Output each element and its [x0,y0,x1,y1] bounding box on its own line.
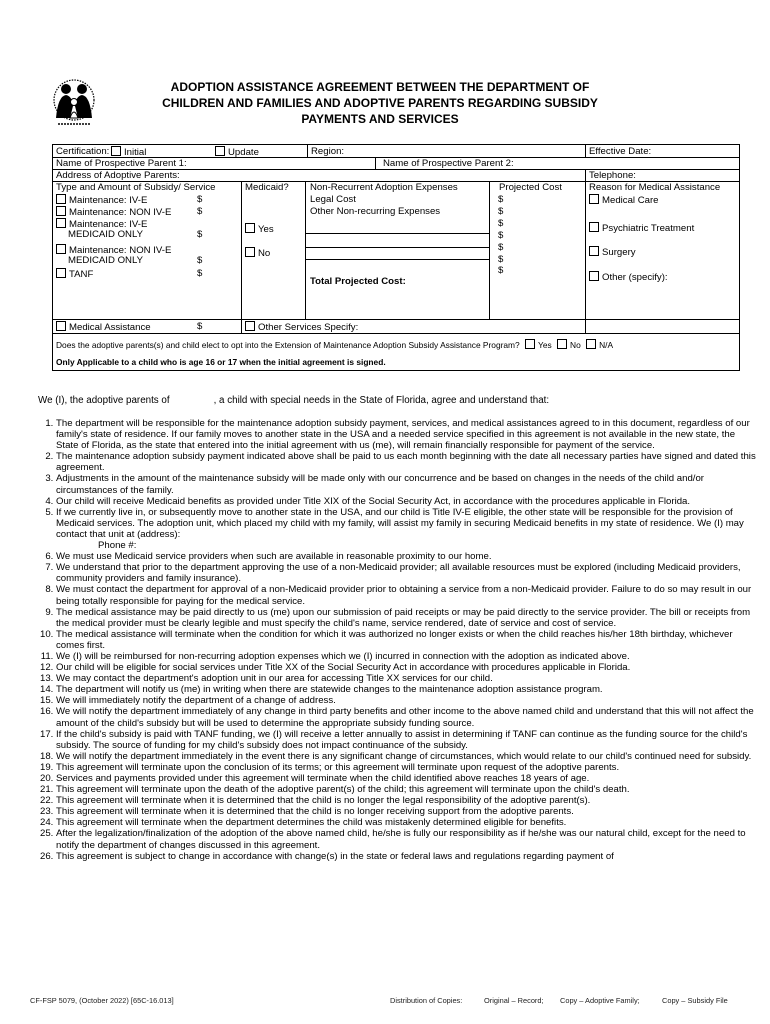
projected-cost-6[interactable]: $ [498,254,504,265]
medicaid-no-option[interactable] [245,247,270,259]
term-item: 11. We (I) will be reimbursed for non-recurring adoption expenses which we (I) incurred in connection with the adoption as indicated above. [56,651,760,662]
agreement-intro [38,395,549,406]
col-divider [585,181,586,333]
opt-no-checkbox[interactable] [557,339,567,349]
certification-initial-option[interactable] [111,146,146,158]
col-header-reason: Reason for Medical Assistance [589,182,721,193]
copy-original: Original – Record; [484,996,544,1005]
term-item: 7. We understand that prior to the department approving the use of a non-Medicaid provider; all available resources must be explored (including Medicaid providers, community providers and family insurance). [56,562,760,584]
parent2-name-field[interactable]: Name of Prospective Parent 2: [383,158,514,169]
copy-family: Copy – Adoptive Family; [560,996,640,1005]
reason-label: Surgery [602,247,636,258]
col-divider [241,181,242,333]
projected-cost-total[interactable]: $ [498,265,504,276]
subsidy-checkbox[interactable] [56,268,66,278]
term-item: 22. This agreement will terminate when it is determined that the child is no longer the legal responsibility of the adoptive parent(s). [56,795,760,806]
projected-cost-5[interactable]: $ [498,242,504,253]
row-divider [53,319,739,320]
subsidy-item-label: Maintenance: NON IV-E [69,207,172,218]
col-header-medicaid: Medicaid? [245,182,289,193]
projected-cost-3[interactable]: $ [498,218,504,229]
opt-na-checkbox[interactable] [586,339,596,349]
medical-assistance-checkbox[interactable] [56,321,66,331]
subsidy-checkbox[interactable] [56,244,66,254]
subsidy-amount[interactable]: $ [197,268,203,279]
term-item: 3. Adjustments in the amount of the maintenance subsidy will be made only with our concurrence and be based on changes in the needs of the child and/or circumstances of the family. [56,473,760,495]
col-header-type-amount: Type and Amount of Subsidy/ Service [56,182,216,193]
term-item: 15. We will immediately notify the department of a change of address. [56,695,760,706]
term-item: 2. The maintenance adoption subsidy payment indicated above shall be paid to us each month beginning with the date all necessary parties have signed and dated this agreement. [56,451,760,473]
expense-row-line [305,233,489,234]
expense-row-line [305,247,489,248]
subsidy-item-non-ive[interactable] [56,206,171,218]
medicaid-no-checkbox[interactable] [245,247,255,257]
certification-label: Certification: [56,146,110,157]
reason-medical-care[interactable] [589,194,659,206]
subsidy-checkbox[interactable] [56,218,66,228]
term-text: If we currently live in, or subsequently move to another state in the USA, and our child is Title IV-E eligible, the other state will be responsible for the provision of Medicaid services. The adoption unit, which placed my child with my family, will assist my family in securing Medicaid benefits in my state of residence. We (I) may contact that unit at (address): [56,506,744,540]
reason-checkbox[interactable] [589,194,599,204]
subsidy-amount[interactable]: $ [197,194,203,205]
subsidy-item-tanf[interactable] [56,268,93,280]
reason-surgery[interactable] [589,246,636,258]
reason-other[interactable] [589,271,668,283]
col-divider [585,145,586,157]
term-item [56,507,760,551]
initial-label: Initial [124,147,147,158]
subsidy-item-label: TANF [69,269,94,280]
reason-checkbox[interactable] [589,271,599,281]
projected-cost-2[interactable]: $ [498,206,504,217]
reason-psychiatric-treatment[interactable] [589,222,694,234]
other-services-label: Other Services Specify: [258,322,359,333]
subsidy-checkbox[interactable] [56,194,66,204]
col-divider [585,169,586,181]
opt-yes-label: Yes [538,340,552,350]
subsidy-amount[interactable]: $ [197,206,203,217]
distribution-label: Distribution of Copies: [390,996,463,1005]
update-checkbox[interactable] [215,146,225,156]
other-services-option[interactable] [245,321,358,333]
term-item: 24. This agreement will terminate when the department determines the child was mistakenly determined eligible for benefits. [56,817,760,828]
parent1-name-field[interactable]: Name of Prospective Parent 1: [56,158,187,169]
address-field[interactable]: Address of Adoptive Parents: [56,170,180,181]
subsidy-checkbox[interactable] [56,206,66,216]
term-item: 20. Services and payments provided under this agreement will terminate when the child identified above reaches 18 years of age. [56,773,760,784]
term-item: 4. Our child will receive Medicaid benefits as provided under Title XIX of the Social Security Act, in accordance with the procedures applicable in Florida. [56,496,760,507]
reason-label: Other (specify): [602,272,668,283]
extension-note: Only Applicable to a child who is age 16 or 17 when the initial agreement is signed. [56,357,386,367]
col-divider [489,181,490,319]
certification-update-option[interactable] [215,146,259,158]
term-item: 13. We may contact the department's adoption unit in our area for accessing Title XX services for our child. [56,673,760,684]
subsidy-item-label: Maintenance: IV-E [69,195,148,206]
title-line-1: ADOPTION ASSISTANCE AGREEMENT BETWEEN THE DEPARTMENT OF [170,80,590,94]
medicaid-yes-checkbox[interactable] [245,223,255,233]
reason-label: Medical Care [602,195,659,206]
term-item: 1. The department will be responsible for the maintenance adoption subsidy payment, services, and medical assistances agreed to in this document, regardless of our family's state of residence. If our family moves to another state in the USA and a needed service specified in this agreement is not available in the new state, the State of Florida, as the state that entered into the initial agreement with us (me), will remain financially responsible for payment of the service. [56,418,760,451]
subsidy-amount[interactable]: $ [197,255,203,266]
term-item: 26. This agreement is subject to change in accordance with change(s) in the state or federal laws and regulations regarding payment of [56,851,760,862]
medicaid-yes-label: Yes [258,224,274,235]
update-label: Update [228,147,259,158]
intro-part-2: , a child with special needs in the State of Florida, agree and understand that: [213,395,550,406]
extension-question-text: Does the adoptive parents(s) and child elect to opt into the Extension of Maintenance Adoption Subsidy Assistance Program? [56,340,520,350]
term-item: 12. Our child will be eligible for social services under Title XX of the Social Security Act in accordance with procedures applicable in Florida. [56,662,760,673]
other-services-checkbox[interactable] [245,321,255,331]
opt-yes-checkbox[interactable] [525,339,535,349]
extension-question [56,339,613,351]
col-header-nonrecurrent: Non-Recurrent Adoption Expenses [310,182,458,193]
document-title [110,79,650,127]
effective-date-field[interactable]: Effective Date: [589,146,652,157]
reason-checkbox[interactable] [589,222,599,232]
total-projected-cost-label: Total Projected Cost: [310,276,406,287]
medical-assistance-label: Medical Assistance [69,322,151,333]
term-item: 14. The department will notify us (me) in writing when there are statewide changes to the maintenance adoption assistance program. [56,684,760,695]
term-item: 10. The medical assistance will terminate when the condition for which it was authorized no longer exists or when the child reaches his/her 18th birthday, whichever comes first. [56,629,760,651]
subsidy-item-ive[interactable] [56,194,147,206]
term-item: 18. We will notify the department immediately in the event there is any significant change of circumstances, which would relate to our child's continued need for subsidy. [56,751,760,762]
expense-legal-cost: Legal Cost [310,194,356,205]
reason-label: Psychiatric Treatment [602,223,695,234]
form-id: CF-FSP 5079, (October 2022) [65C-16.013] [30,996,174,1005]
term-item: 9. The medical assistance may be paid directly to us (me) upon our submission of paid receipts or may be paid directly to the service provider. The bill or receipts from the medical provider must be clearly legible and must specify the child's name, service rendered, date of service and cost of service. [56,607,760,629]
subsidy-item-label: Maintenance: IV-E [69,219,148,230]
col-divider [307,145,308,157]
medicaid-yes-option[interactable] [245,223,274,235]
col-divider [375,157,376,169]
medical-assistance-amount[interactable]: $ [197,321,203,332]
term-item: 21. This agreement will terminate upon the death of the adoptive parent(s) of the child; this agreement will terminate upon the child's death. [56,784,760,795]
projected-cost-1[interactable]: $ [498,194,504,205]
term-item: 19. This agreement will terminate upon the conclusion of its terms; or this agreement will terminate upon request of the adoptive parents. [56,762,760,773]
term-item: 8. We must contact the department for approval of a non-Medicaid provider prior to obtaining a service from a non-Medicaid provider. Failure to do so may result in our being totally responsible for paying for the medical service. [56,584,760,606]
agreement-terms-list [38,418,760,862]
phone-label: Phone #: [98,540,137,552]
title-line-3: PAYMENTS AND SERVICES [301,112,459,126]
term-item: 23. This agreement will terminate when it is determined that the child is no longer receiving support from the adoptive parents. [56,806,760,817]
opt-no-label: No [570,340,581,350]
intro-part-1: We (I), the adoptive parents of [38,395,170,406]
dcf-seal-icon [44,76,104,128]
medical-assistance-option[interactable] [56,321,151,333]
term-item: 25. After the legalization/finalization of the adoption of the above named child, he/she is fully our responsibility as if he/she was our natural child, except for the need to notify the department of changes discussed in this agreement. [56,828,760,850]
subsidy-item-label: Maintenance: NON IV-E [69,245,172,256]
col-divider [305,181,306,319]
row-divider [53,333,739,334]
medicaid-no-label: No [258,248,271,259]
expense-row-line [305,259,489,260]
telephone-field[interactable]: Telephone: [589,170,636,181]
opt-na-label: N/A [599,340,614,350]
expense-other-nonrecurring: Other Non-recurring Expenses [310,206,441,217]
initial-checkbox[interactable] [111,146,121,156]
term-item: 6. We must use Medicaid service providers when such are available in reasonable proximity to our home. [56,551,760,562]
region-field[interactable]: Region: [311,146,345,157]
projected-cost-4[interactable]: $ [498,230,504,241]
reason-checkbox[interactable] [589,246,599,256]
subsidy-item-sublabel: MEDICAID ONLY [68,229,143,240]
title-line-2: CHILDREN AND FAMILIES AND ADOPTIVE PARENTS REGARDING SUBSIDY [162,96,598,110]
subsidy-form-table [52,144,740,371]
subsidy-amount[interactable]: $ [197,229,203,240]
copy-subsidy: Copy – Subsidy File [662,996,728,1005]
col-header-projected-cost: Projected Cost [499,182,562,193]
term-item: 17. If the child's subsidy is paid with TANF funding, we (I) will receive a letter annually to assist in determining if TANF can continue as the funding source for the child's subsidy. The source of funding for my child's subsidy does not impact continuance of the subsidy. [56,729,760,751]
term-item: 16. We will notify the department immediately of any change in third party benefits and other income to the above named child and understand that this will not affect the amount of the child's subsidy but will be used to determine the appropriate subsidy funding source. [56,706,760,728]
subsidy-item-sublabel: MEDICAID ONLY [68,255,143,266]
